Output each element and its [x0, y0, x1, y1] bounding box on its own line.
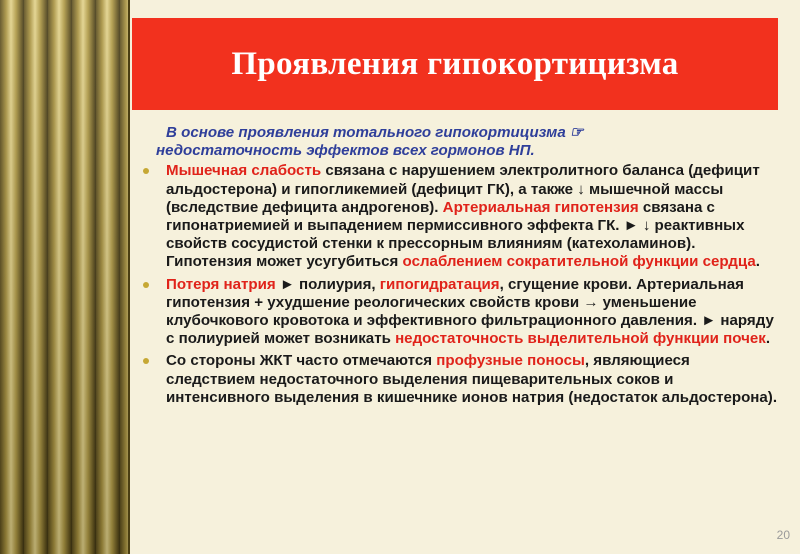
bullet-item-muscle	[140, 162, 778, 271]
bullet-text: .	[765, 330, 771, 348]
highlight-term: Потеря натрия	[166, 275, 276, 293]
bullet-text: , сгущение крови. Артериальная гипотензия + ухудшение реологических свойств крови → уменьшение клубочкового кровотока и эффективного фильтрационного давления. ► наряду с полиурией может возникать	[166, 275, 774, 348]
page-number: 20	[776, 528, 790, 542]
highlight-term: профузные поносы	[436, 352, 585, 370]
bullet-text: Со стороны ЖКТ часто отмечаются	[166, 352, 437, 370]
bullet-text: , являющиеся следствием недостаточного выделения пищеварительных соков и интенсивного выделения в кишечнике ионов натрия (недостаток альдостерона).	[166, 352, 778, 406]
bullet-text: .	[755, 253, 760, 271]
highlight-term: Мышечная слабость	[166, 162, 322, 180]
bullet-item-gi	[140, 352, 778, 407]
intro-text	[156, 124, 778, 160]
intro-line-1: В основе проявления тотального гипокортицизма ☞	[166, 124, 584, 141]
highlight-term: гипогидратация	[379, 275, 500, 293]
highlight-term: Артериальная гипотензия	[442, 198, 639, 216]
bullet-text: связана с нарушением электролитного баланса (дефицит альдостерона) и гипогликемией (дефицит ГК), а также ↓ мышечной массы (вследствие дефицита андрогенов).	[166, 162, 760, 216]
decorative-side-stripes	[0, 0, 130, 554]
highlight-term: недостаточность выделительной функции почек	[395, 330, 766, 348]
highlight-term: ослаблением сократительной функции сердца	[402, 253, 756, 271]
bullet-text: ► полиурия,	[275, 275, 380, 293]
title-banner	[132, 18, 778, 110]
slide-content	[140, 124, 778, 411]
slide-title: Проявления гипокортицизма	[231, 45, 679, 82]
bullet-item-sodium	[140, 276, 778, 349]
intro-line-2: недостаточность эффектов всех гормонов НП.	[156, 142, 535, 160]
bullet-text: связана с гипонатриемией и выпадением пермиссивного эффекта ГК. ► ↓ реактивных свойств сосудистой стенки к прессорным влияниям (катехоламинов). Гипотензия может усугубиться	[166, 198, 745, 271]
bullet-list	[140, 162, 778, 407]
